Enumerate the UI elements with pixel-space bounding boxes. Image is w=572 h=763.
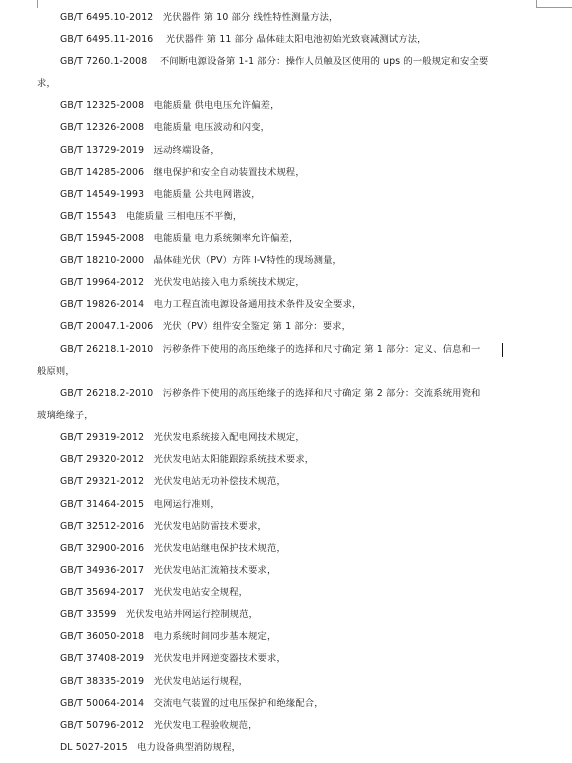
standard-line: GB/T 32512-2016 光伏发电站防雷技术要求， bbox=[60, 521, 267, 532]
standard-line: DL 5027-2015 电力设备典型消防规程， bbox=[60, 742, 242, 753]
standard-line: GB/T 29320-2012 光伏发电站太阳能跟踪系统技术要求， bbox=[60, 454, 315, 465]
standard-line: GB/T 7260.1-2008 不间断电源设备第 1-1 部分：操作人员触及区使用的 ups 的一般规定和安全要 bbox=[60, 56, 489, 67]
standard-line: GB/T 19826-2014 电力工程直流电源设备通用技术条件及安全要求， bbox=[60, 299, 362, 310]
standard-line: GB/T 29319-2012 光伏发电系统接入配电网技术规定， bbox=[60, 432, 305, 443]
standard-line: GB/T 14285-2006 继电保护和安全自动装置技术规程， bbox=[60, 167, 305, 178]
standard-line: GB/T 15945-2008 电能质量 电力系统频率允许偏差， bbox=[60, 233, 299, 244]
standard-line: GB/T 18210-2000 晶体硅光伏（PV）方阵 I-V特性的现场测量， bbox=[60, 255, 342, 266]
standard-line: GB/T 50796-2012 光伏发电工程验收规范， bbox=[60, 720, 258, 731]
standard-line: GB/T 26218.1-2010 污秽条件下使用的高压绝缘子的选择和尺寸确定 第 1 部分：定义、信息和一 bbox=[60, 344, 481, 355]
standard-line: GB/T 37408-2019 光伏发电并网逆变器技术要求， bbox=[60, 653, 286, 664]
standard-line: GB/T 26218.2-2010 污秽条件下使用的高压绝缘子的选择和尺寸确定 第 2 部分：交流系统用瓷和 bbox=[60, 388, 481, 399]
standard-line-continuation: 求， bbox=[37, 78, 56, 89]
standard-line: GB/T 50064-2014 交流电气装置的过电压保护和绝缘配合， bbox=[60, 698, 324, 709]
text-cursor bbox=[502, 343, 503, 357]
standard-line-continuation: 般原则， bbox=[37, 366, 75, 377]
standard-line: GB/T 34936-2017 光伏发电站汇流箱技术要求， bbox=[60, 565, 277, 576]
standard-line: GB/T 32900-2016 光伏发电站继电保护技术规范， bbox=[60, 543, 286, 554]
standard-line: GB/T 12325-2008 电能质量 供电电压允许偏差， bbox=[60, 100, 280, 111]
standard-line: GB/T 15543 电能质量 三相电压不平衡， bbox=[60, 211, 243, 222]
standard-line: GB/T 14549-1993 电能质量 公共电网谐波， bbox=[60, 189, 261, 200]
standard-line: GB/T 36050-2018 电力系统时间同步基本规定， bbox=[60, 631, 277, 642]
standard-line: GB/T 31464-2015 电网运行准则， bbox=[60, 499, 220, 510]
standard-line: GB/T 20047.1-2006 光伏（PV）组件安全鉴定 第 1 部分：要求， bbox=[60, 321, 352, 332]
standard-line: GB/T 19964-2012 光伏发电站接入电力系统技术规定， bbox=[60, 277, 305, 288]
standard-line: GB/T 35694-2017 光伏发电站安全规程， bbox=[60, 587, 249, 598]
standard-line: GB/T 13729-2019 远动终端设备， bbox=[60, 145, 220, 156]
standard-line: GB/T 12326-2008 电能质量 电压波动和闪变， bbox=[60, 122, 271, 133]
standard-line: GB/T 33599 光伏发电站并网运行控制规范， bbox=[60, 609, 259, 620]
standard-line: GB/T 29321-2012 光伏发电站无功补偿技术规范， bbox=[60, 476, 286, 487]
standard-line: GB/T 38335-2019 光伏发电站运行规程， bbox=[60, 676, 249, 687]
standard-line-continuation: 玻璃绝缘子， bbox=[37, 410, 94, 421]
standard-line: GB/T 6495.10-2012 光伏器件 第 10 部分 线性特性测量方法， bbox=[60, 12, 339, 23]
standard-line: GB/T 6495.11-2016 光伏器件 第 11 部分 晶体硅太阳电池初始光致衰减测试方法， bbox=[60, 34, 427, 45]
